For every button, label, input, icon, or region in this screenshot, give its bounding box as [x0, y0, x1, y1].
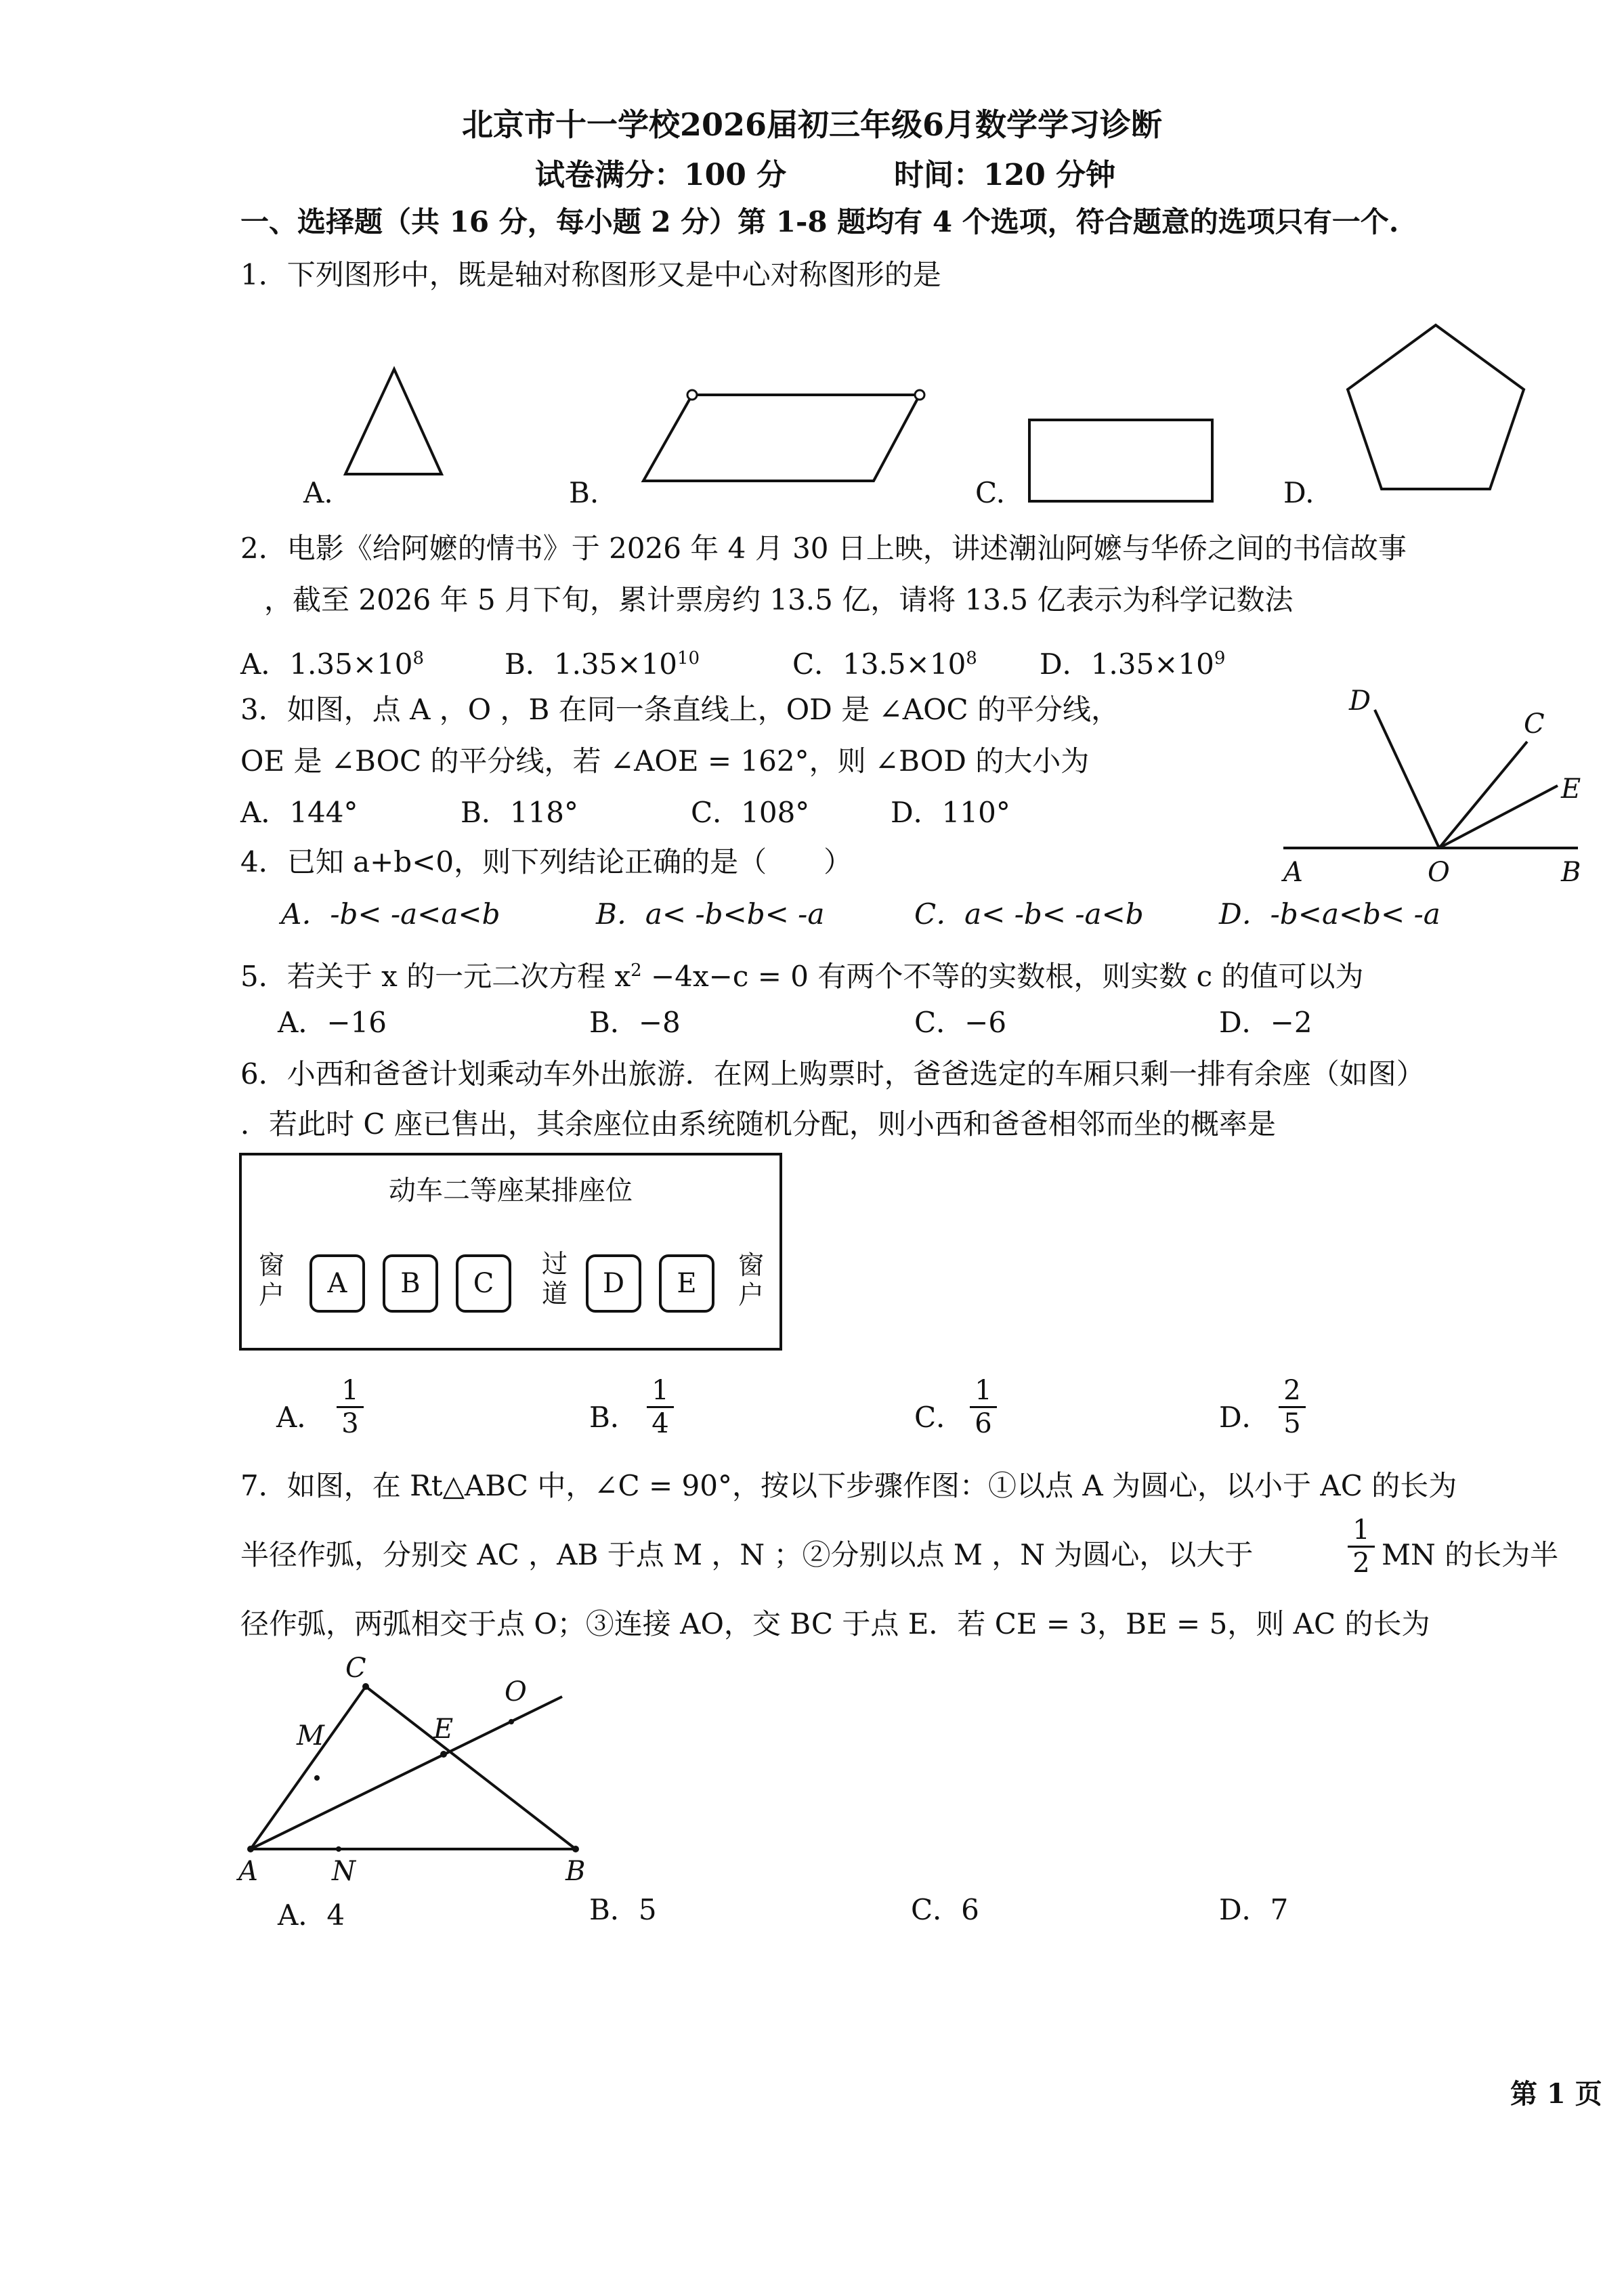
- q4-option-d: D．-b<a<b< -a: [1219, 897, 1440, 931]
- q7-label-e: E: [433, 1714, 454, 1745]
- seat-diagram-title: 动车二等座某排座位: [389, 1175, 633, 1206]
- q7-label-m: M: [297, 1720, 324, 1752]
- point-dot: [440, 1751, 447, 1758]
- question-2-line2: ，截至 2026 年 5 月下旬，累计票房约 13.5 亿，请将 13.5 亿表示为科学记数法: [264, 583, 1294, 616]
- seat-d: D: [586, 1254, 641, 1313]
- q6-a-num: 1: [337, 1375, 364, 1408]
- exam-time: 时间：120 分钟: [894, 158, 1116, 192]
- q6-a-den: 3: [341, 1408, 359, 1439]
- q7-label-n: N: [332, 1856, 356, 1887]
- q6-c-den: 6: [975, 1408, 992, 1439]
- q7-label-o: O: [505, 1676, 527, 1707]
- question-7-line1: 7．如图，在 Rt△ABC 中，∠C = 90°，按以下步骤作图：①以点 A 为圆心，以小于 AC 的长为: [240, 1469, 1457, 1502]
- point-dot: [362, 1683, 369, 1690]
- question-2-line1: 2．电影《给阿嬷的情书》于 2026 年 4 月 30 日上映，讲述潮汕阿嬷与华侨之间的书信故事: [240, 532, 1407, 565]
- q6-b-num: 1: [647, 1375, 674, 1408]
- exam-title: 北京市十一学校2026届初三年级6月数学学习诊断: [461, 106, 1163, 143]
- point-dot: [247, 1846, 254, 1852]
- q4-option-b: B．a< -b<b< -a: [596, 897, 825, 931]
- question-3-line2: OE 是 ∠BOC 的平分线，若 ∠AOE = 162°，则 ∠BOD 的大小为: [240, 744, 1090, 778]
- q7-option-a: A．4: [278, 1898, 345, 1932]
- q6-option-c: C．: [914, 1401, 965, 1434]
- section-heading: 一、选择题（共 16 分，每小题 2 分）第 1-8 题均有 4 个选项，符合题意的选项只有一个.: [240, 205, 1399, 238]
- q5-stem-part1: 5．若关于 x 的一元二次方程 x: [240, 960, 631, 993]
- question-6-line2: ．若此时 C 座已售出，其余座位由系统随机分配，则小西和爸爸相邻而坐的概率是: [240, 1107, 1276, 1141]
- window-right-label: 窗户: [738, 1250, 764, 1310]
- question-4-stem: 4．已知 a+b<0，则下列结论正确的是（ ）: [240, 845, 853, 878]
- full-score: 试卷满分：100 分: [535, 158, 787, 192]
- side-ca: [251, 1686, 366, 1849]
- q6-d-num: 2: [1279, 1375, 1306, 1408]
- q4-option-c: C．a< -b< -a<b: [914, 897, 1144, 931]
- q7-option-d: D．7: [1219, 1893, 1289, 1926]
- q3-option-d: D．110°: [891, 796, 1010, 829]
- point-dot: [572, 1846, 579, 1852]
- page-number: 第 1 页: [1510, 2078, 1602, 2110]
- q2-option-b-base: B．1.35×10: [505, 648, 678, 681]
- q1-option-c: C.: [975, 476, 1005, 509]
- q2-option-a-exp: 8: [412, 648, 425, 668]
- point-dot: [336, 1846, 341, 1852]
- q6-c-num: 1: [970, 1375, 997, 1408]
- q7-option-c: C．6: [911, 1893, 979, 1926]
- point-dot: [314, 1775, 320, 1781]
- q2-option-c-exp: 8: [966, 648, 977, 668]
- q5-option-c: C．−6: [914, 1006, 1007, 1039]
- q6-d-den: 5: [1283, 1408, 1301, 1439]
- seat-a: A: [309, 1254, 365, 1313]
- q2-option-d-exp: 9: [1214, 648, 1226, 668]
- q2-option-a-base: A．1.35×10: [240, 648, 413, 681]
- question-6-line1: 6．小西和爸爸计划乘动车外出旅游．在网上购票时，爸爸选定的车厢只剩一排有余座（如图）: [240, 1057, 1425, 1090]
- q7-option-b: B．5: [589, 1893, 657, 1926]
- q3-label-c: C: [1524, 708, 1545, 740]
- q3-option-a: A．144°: [240, 796, 358, 829]
- question-7-line2a: 半径作弧，分别交 AC ，AB 于点 M ，N ；②分别以点 M ，N 为圆心，以大于: [240, 1538, 1254, 1571]
- q6-option-a: A．: [276, 1401, 326, 1434]
- seat-b: B: [383, 1254, 438, 1313]
- q6-option-b: B．: [589, 1401, 639, 1434]
- q1-option-b: B.: [569, 476, 599, 509]
- question-1-stem: 1．下列图形中，既是轴对称图形又是中心对称图形的是: [240, 258, 941, 291]
- q1-option-d: D.: [1283, 476, 1315, 509]
- q2-option-d-base: D．1.35×10: [1040, 648, 1214, 681]
- q3-option-b: B．118°: [461, 796, 579, 829]
- q2-option-b-exp: 10: [677, 648, 700, 668]
- aisle-label: 过道: [541, 1249, 568, 1309]
- question-3-line1: 3．如图，点 A ，O ，B 在同一条直线上，OD 是 ∠AOC 的平分线，: [240, 693, 1120, 726]
- q2-option-c-base: C．13.5×10: [792, 648, 966, 681]
- q7-label-a: A: [238, 1856, 258, 1887]
- q4-option-a: A．-b< -a<a<b: [281, 897, 500, 931]
- window-left-label: 窗户: [258, 1250, 284, 1310]
- q5-stem-sup: 2: [631, 960, 642, 981]
- seat-c: C: [456, 1254, 511, 1313]
- q5-option-b: B．−8: [589, 1006, 681, 1039]
- q3-label-b: B: [1561, 857, 1581, 888]
- q5-stem-part2: −4x−c = 0 有两个不等的实数根，则实数 c 的值可以为: [641, 960, 1364, 993]
- q6-b-den: 4: [651, 1408, 669, 1439]
- q3-label-o: O: [1428, 857, 1450, 888]
- q3-option-c: C．108°: [691, 796, 810, 829]
- q3-label-d: D: [1349, 685, 1371, 717]
- q1-option-a: A.: [303, 476, 333, 509]
- point-dot: [509, 1719, 514, 1724]
- q5-option-a: A．−16: [278, 1006, 387, 1039]
- q3-label-a: A: [1283, 857, 1303, 888]
- question-7-line3: 径作弧，两弧相交于点 O；③连接 AO，交 BC 于点 E．若 CE = 3，BE = 5，则 AC 的长为: [240, 1607, 1430, 1640]
- q7-half-num: 1: [1348, 1514, 1375, 1548]
- q7-half-den: 2: [1352, 1548, 1370, 1579]
- q7-label-c: C: [345, 1653, 366, 1684]
- side-cb: [366, 1686, 576, 1849]
- q3-label-e: E: [1561, 773, 1581, 805]
- seat-e: E: [659, 1254, 714, 1313]
- q5-option-d: D．−2: [1219, 1006, 1312, 1039]
- question-7-line2b: MN 的长为半: [1382, 1538, 1559, 1571]
- q7-label-b: B: [565, 1856, 586, 1887]
- q6-option-d: D．: [1219, 1401, 1270, 1434]
